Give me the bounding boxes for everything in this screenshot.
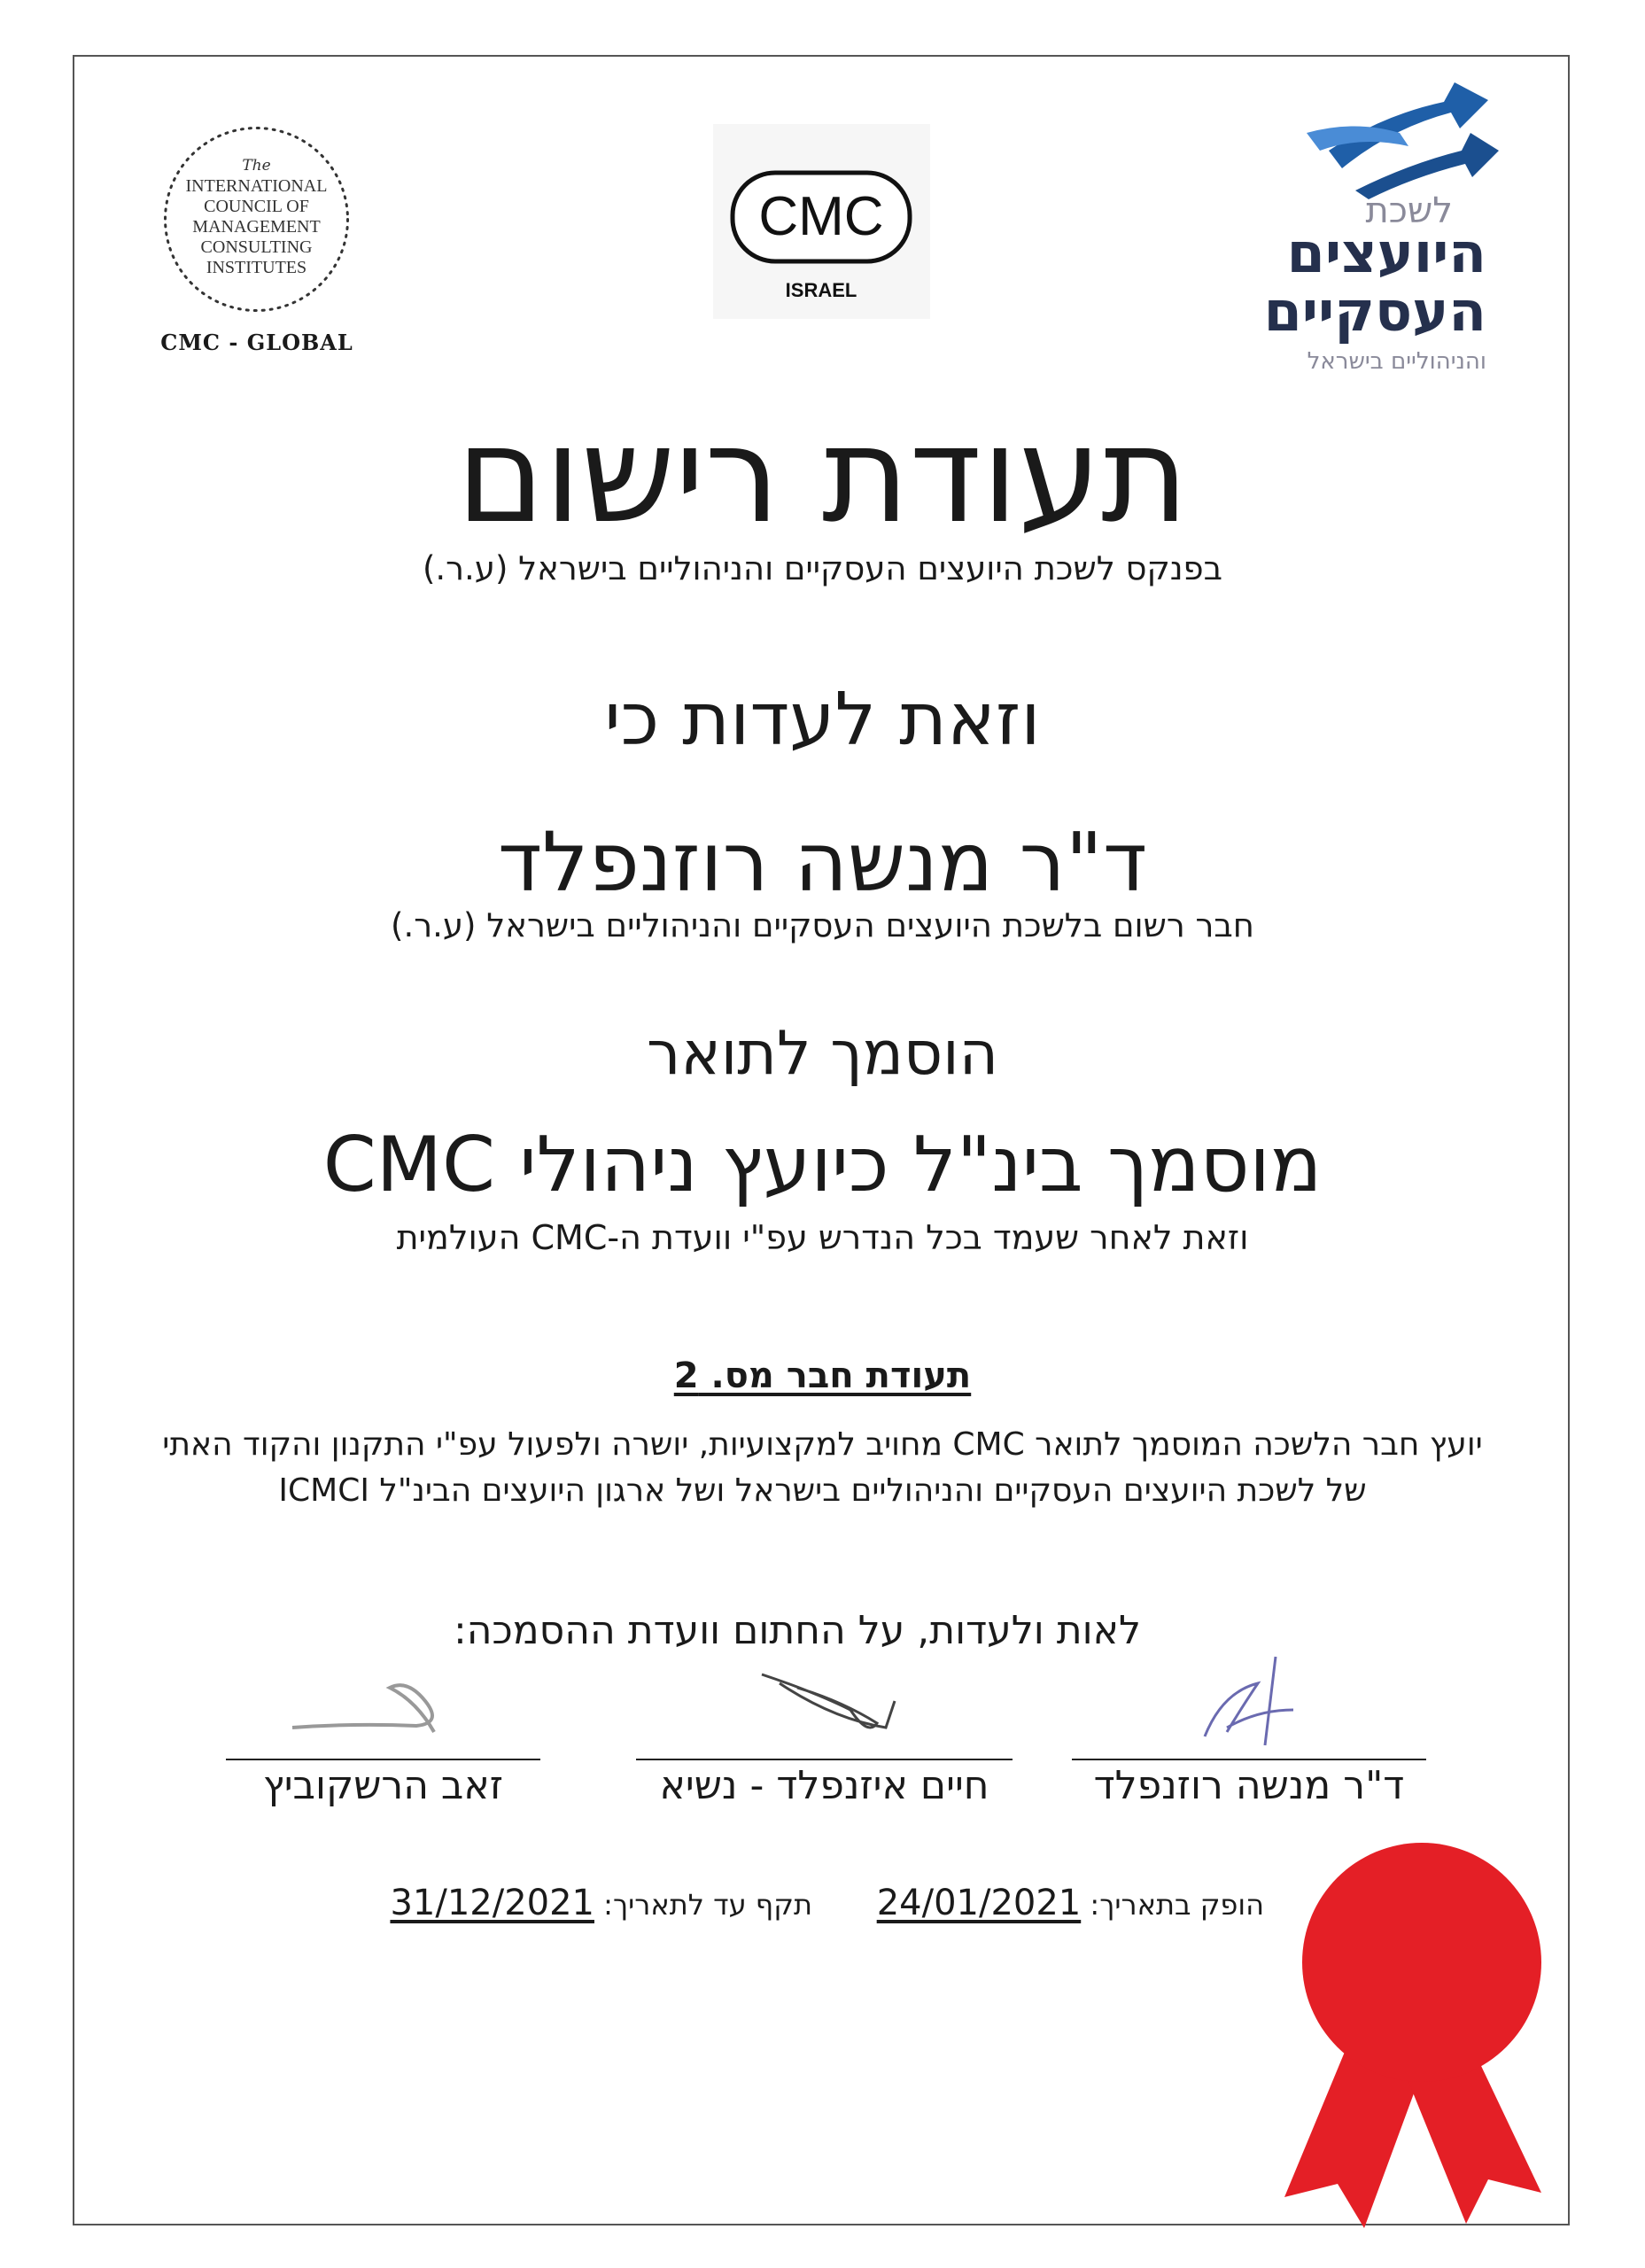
valid-label: תקף עד לתאריך: (603, 1888, 812, 1922)
signer-1-name: ד"ר מנשה רוזנפלד (1093, 1763, 1405, 1808)
signature-1-scribble (1205, 1657, 1293, 1745)
icmci-line-3: MANAGEMENT (192, 217, 321, 237)
witness-text: לאות ולעדות, על החתום וועדת ההסמכה: (453, 1608, 1142, 1653)
issued-label: הופק בתאריך: (1090, 1888, 1264, 1922)
icmci-line-1: INTERNATIONAL (185, 176, 328, 196)
cmc-country: ISRAEL (785, 279, 857, 301)
chamber-logo (1222, 66, 1506, 375)
qualified-note: וזאת לאחר שעמד בכל הנדרש עפ"י וועדת ה-CMC העולמית (396, 1218, 1249, 1257)
member-status: חבר רשום בלשכת היועצים העסקיים והניהוליים בישראל (ע.ר.) (391, 906, 1254, 944)
icmci-line-5: INSTITUTES (206, 258, 307, 277)
chamber-logo-line1: לשכת (1365, 190, 1453, 231)
issued-value: 24/01/2021 (876, 1883, 1082, 1923)
valid-date (390, 1883, 812, 1923)
seal-disc (1302, 1843, 1541, 2082)
signer-2-name: חיים איזנפלד - נשיא (659, 1763, 989, 1808)
ethics-paragraph (106, 1422, 1539, 1514)
valid-value: 31/12/2021 (390, 1883, 594, 1923)
icmci-caption: CMC - GLOBAL (160, 330, 353, 355)
ethics-line-2: של לשכת היועצים העסקיים והניהוליים בישראל ושל ארגון היועצים הבינ"ל ICMCI (278, 1472, 1367, 1510)
certificate-number: תעודת חבר מס. 2 (673, 1355, 972, 1396)
issued-date (877, 1883, 1264, 1923)
qualified-label: הוסמך לתואר (646, 1019, 999, 1089)
chamber-logo-line3: העסקיים (1263, 279, 1486, 344)
red-ribbon-seal (1276, 1838, 1568, 2228)
icmci-line-4: CONSULTING (200, 237, 313, 257)
signature-3-scribble (292, 1685, 434, 1732)
cmc-mark: CMC (758, 186, 884, 247)
certificate-title: תעודת רישום (456, 399, 1189, 553)
signature-line-1 (1072, 1759, 1426, 1760)
certificate-subtitle: בפנקס לשכת היועצים העסקיים והניהוליים בישראל (ע.ר.) (422, 549, 1223, 587)
ethics-line-1: יועץ חבר הלשכה המוסמך לתואר CMC מחויב למקצועיות, יושרה ולפעול עפ"י התקנון והקוד האתי (162, 1426, 1483, 1463)
icmci-line-2: COUNCIL OF (204, 197, 309, 216)
signature-line-3 (226, 1759, 540, 1760)
chamber-logo-line4: והניהוליים בישראל (1307, 348, 1486, 375)
icmci-ring-prefix: The (242, 157, 271, 175)
signature-marks (0, 1639, 1645, 1763)
chamber-logo-line2: היועצים (1286, 221, 1486, 285)
icmci-seal-logo (161, 124, 352, 315)
cmc-israel-logo (713, 124, 930, 319)
signature-line-2 (636, 1759, 1013, 1760)
signature-2-scribble (762, 1674, 895, 1728)
attest-heading: וזאת לעדות כי (604, 678, 1041, 762)
signer-3-name: זאב הרשקוביץ (262, 1763, 504, 1808)
qualified-title: מוסמך בינ"ל כיועץ ניהולי CMC (322, 1121, 1323, 1209)
member-name: ד"ר מנשה רוזנפלד (497, 815, 1148, 910)
